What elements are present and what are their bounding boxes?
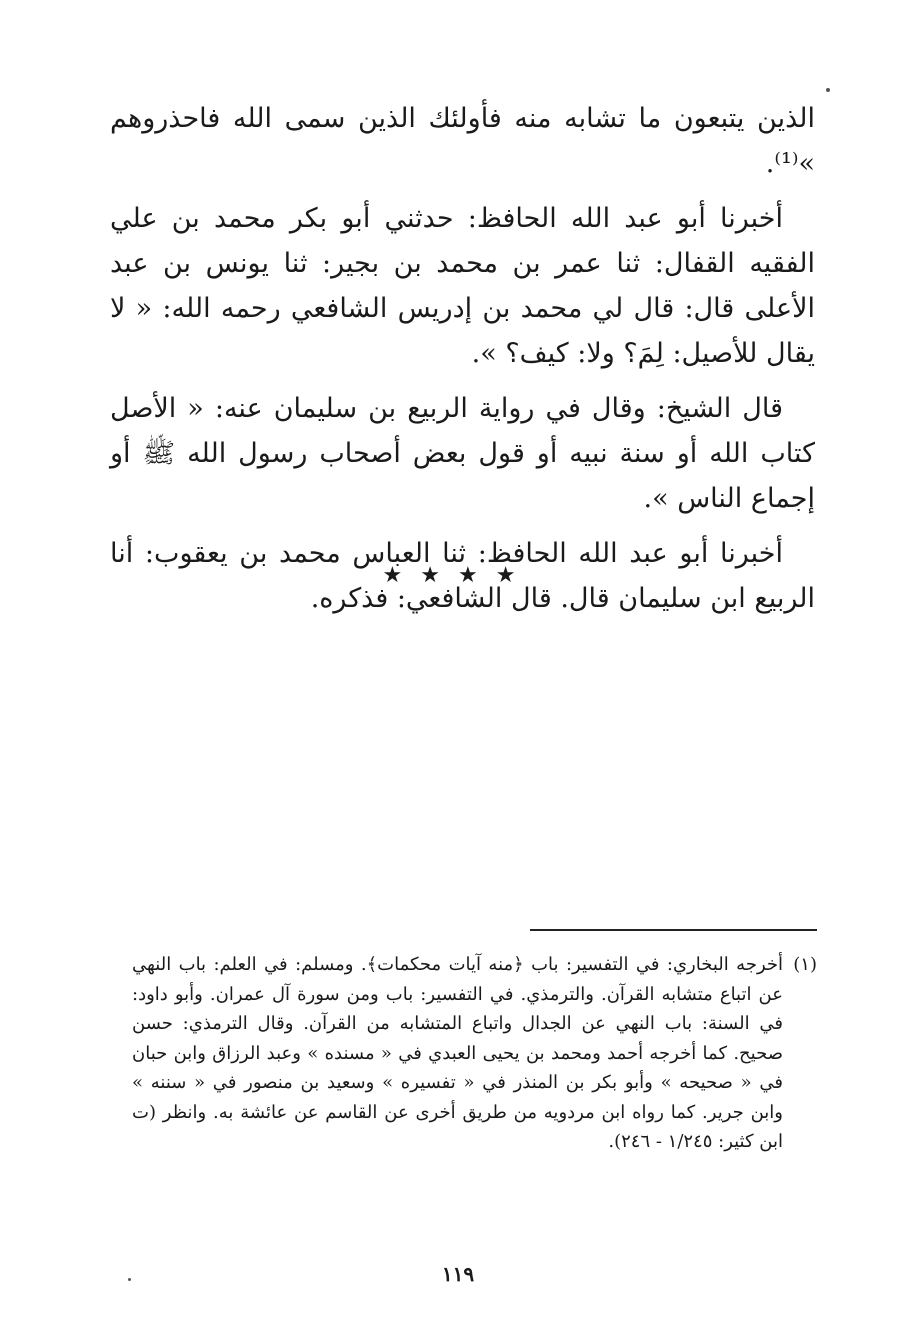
paragraph-4: أخبرنا أبو عبد الله الحافظ: ثنا العباس محمد بن يعقوب: أنا الربيع ابن سليمان قال. قال الشافعي: فذكره. bbox=[110, 538, 815, 614]
main-text bbox=[110, 96, 815, 631]
page-number: ١١٩ bbox=[441, 1262, 475, 1286]
footnote-text: أخرجه البخاري: في التفسير: باب ﴿منه آيات محكمات﴾. ومسلم: في العلم: باب النهي عن اتباع متشابه القرآن. والترمذي. في التفسير: باب ومن سورة آل عمران. وأبو داود: في السنة: باب النهي عن الجدال واتباع المتشابه من القرآن. وقال الترمذي: حسن صحيح. كما أخرجه أحمد ومحمد بن يحيى العبدي في « مسنده » وعبد الرزاق وابن حبان في « صحيحه » وأبو بكر بن المنذر في « تفسيره » وسعيد بن منصور في « سننه » وابن جرير. كما رواه ابن مردويه من طريق أخرى عن القاسم عن عائشة به. وانظر (ت ابن كثير: ١/٢٤٥ - ٢٤٦). bbox=[132, 954, 783, 1152]
paragraph-2: أخبرنا أبو عبد الله الحافظ: حدثني أبو بكر محمد بن علي الفقيه القفال: ثنا عمر بن محمد بن بجير: ثنا يونس بن عبد الأعلى قال: قال لي محمد بن إدريس الشافعي رحمه الله: « لا يقال للأصيل: لِمَ؟ ولا: كيف؟ ». bbox=[110, 203, 815, 369]
paragraph-3: قال الشيخ: وقال في رواية الربيع بن سليمان عنه: « الأصل كتاب الله أو سنة نبيه أو قول بعض أصحاب رسول الله ﷺ أو إجماع الناس ». bbox=[110, 393, 815, 514]
footnote-number: (١) bbox=[793, 954, 817, 975]
footnotes bbox=[132, 950, 817, 1157]
section-separator-stars: ★★★★ bbox=[382, 563, 534, 588]
footnote-divider bbox=[530, 929, 817, 931]
footnote-1 bbox=[132, 950, 817, 1157]
scan-speck bbox=[826, 88, 830, 92]
paragraph-1: الذين يتبعون ما تشابه منه فأولئك الذين سمى الله فاحذروهم »⁽¹⁾. bbox=[110, 103, 815, 179]
scan-speck bbox=[128, 1278, 131, 1281]
